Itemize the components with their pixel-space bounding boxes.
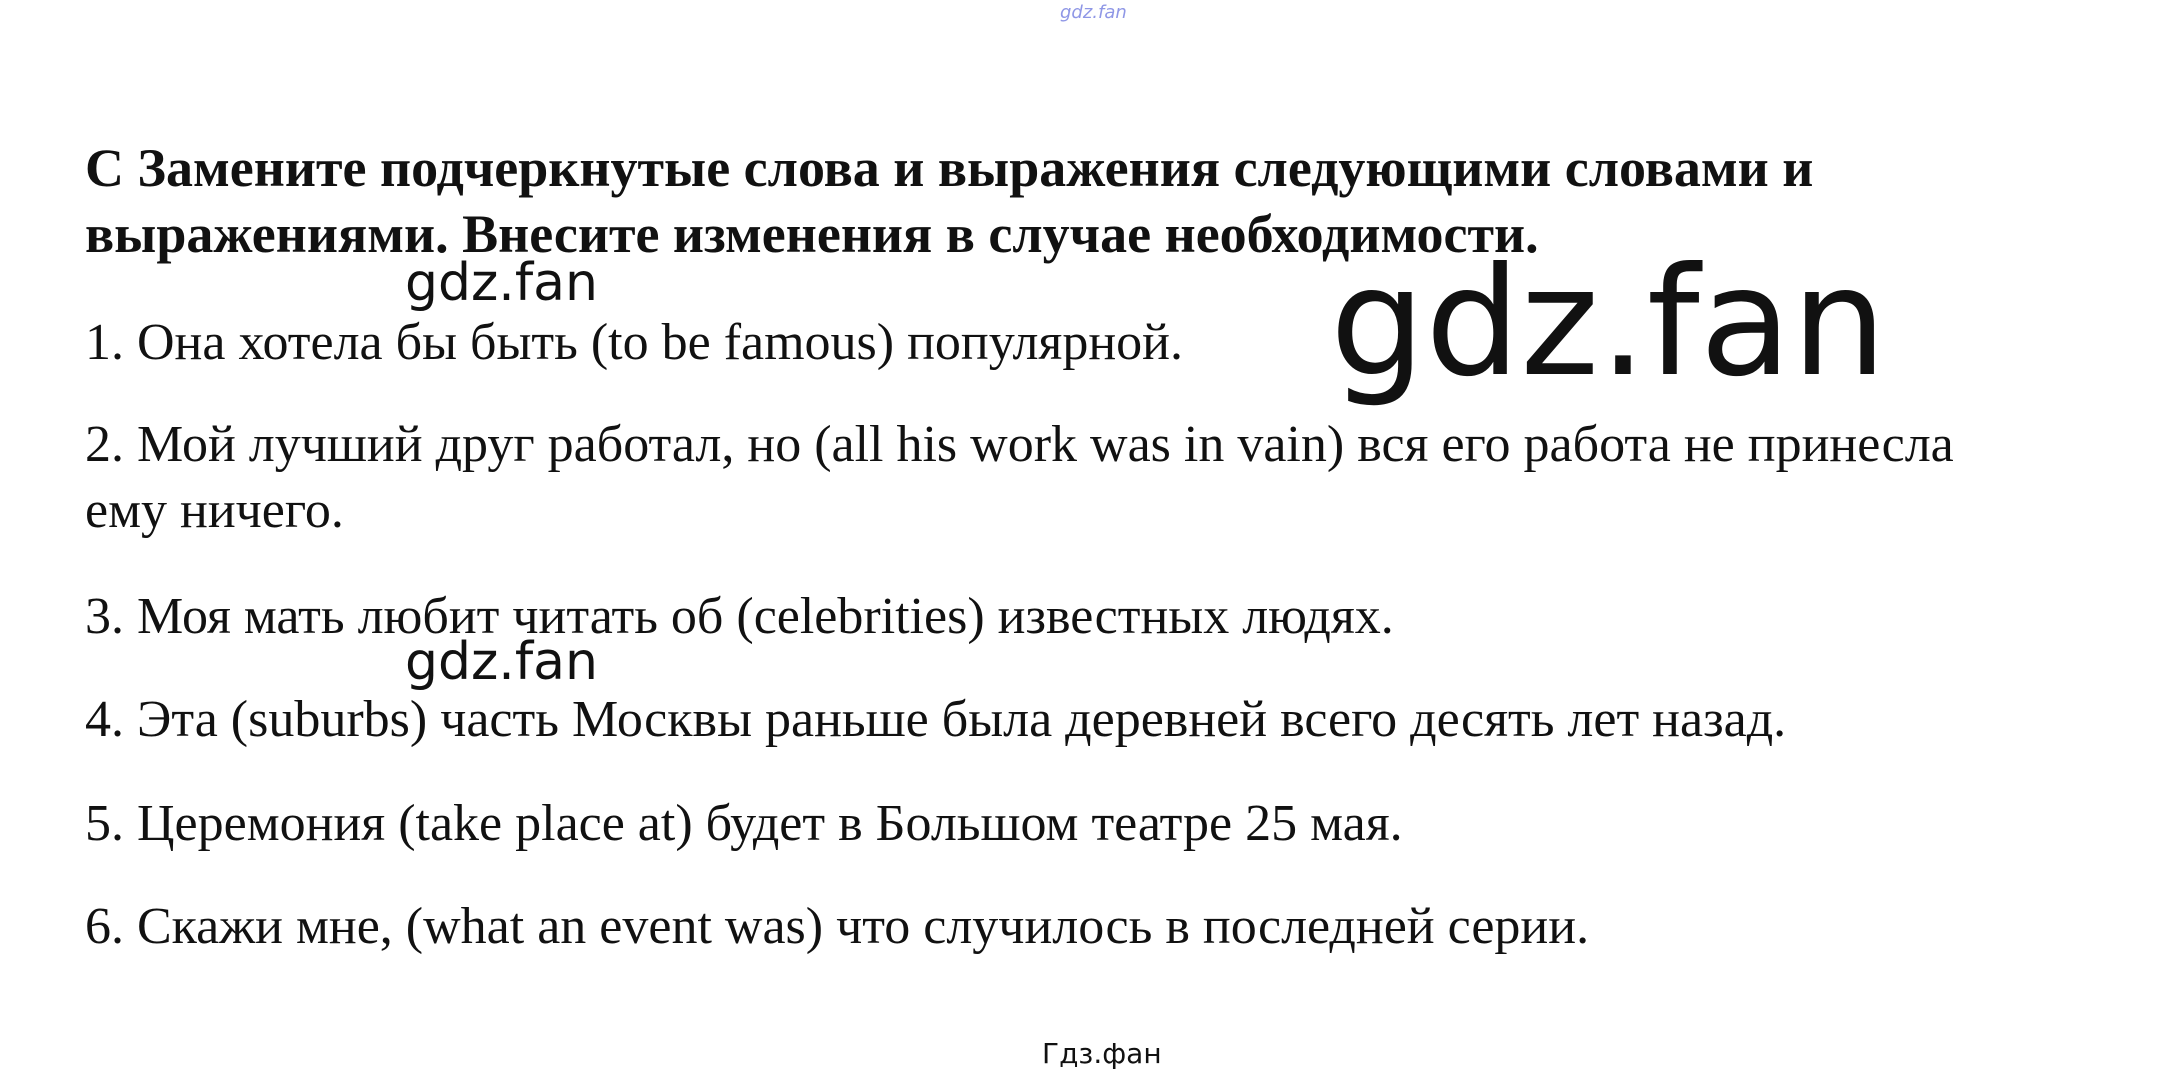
watermark-small-1: gdz.fan	[405, 253, 598, 313]
exercise-item-6: 6. Скажи мне, (what an event was) что случилось в последней серии.	[85, 898, 1590, 955]
watermark-large: gdz.fan	[1330, 236, 1887, 410]
footer-text: Гдз.фан	[1042, 1037, 1162, 1070]
exercise-item-4: 4. Эта (suburbs) часть Москвы раньше была деревней всего десять лет назад.	[85, 691, 1787, 748]
exercise-item-2: 2. Мой лучший друг работал, но (all his work was in vain) вся его работа не принесла ему ничего.	[85, 416, 1954, 539]
exercise-item-1: 1. Она хотела бы быть (to be famous) популярной.	[85, 314, 1183, 371]
exercise-item-3: 3. Моя мать любит читать об (celebrities) известных людях.	[85, 588, 1394, 645]
exercise-item-5: 5. Церемония (take place at) будет в Большом театре 25 мая.	[85, 795, 1403, 852]
site-link[interactable]: gdz.fan	[1060, 2, 1127, 23]
exercise-heading: C Замените подчеркнутые слова и выражения следующими словами и выражениями. Внесите изменения в случае необходимости.	[85, 138, 1814, 264]
watermark-small-2: gdz.fan	[405, 632, 598, 692]
